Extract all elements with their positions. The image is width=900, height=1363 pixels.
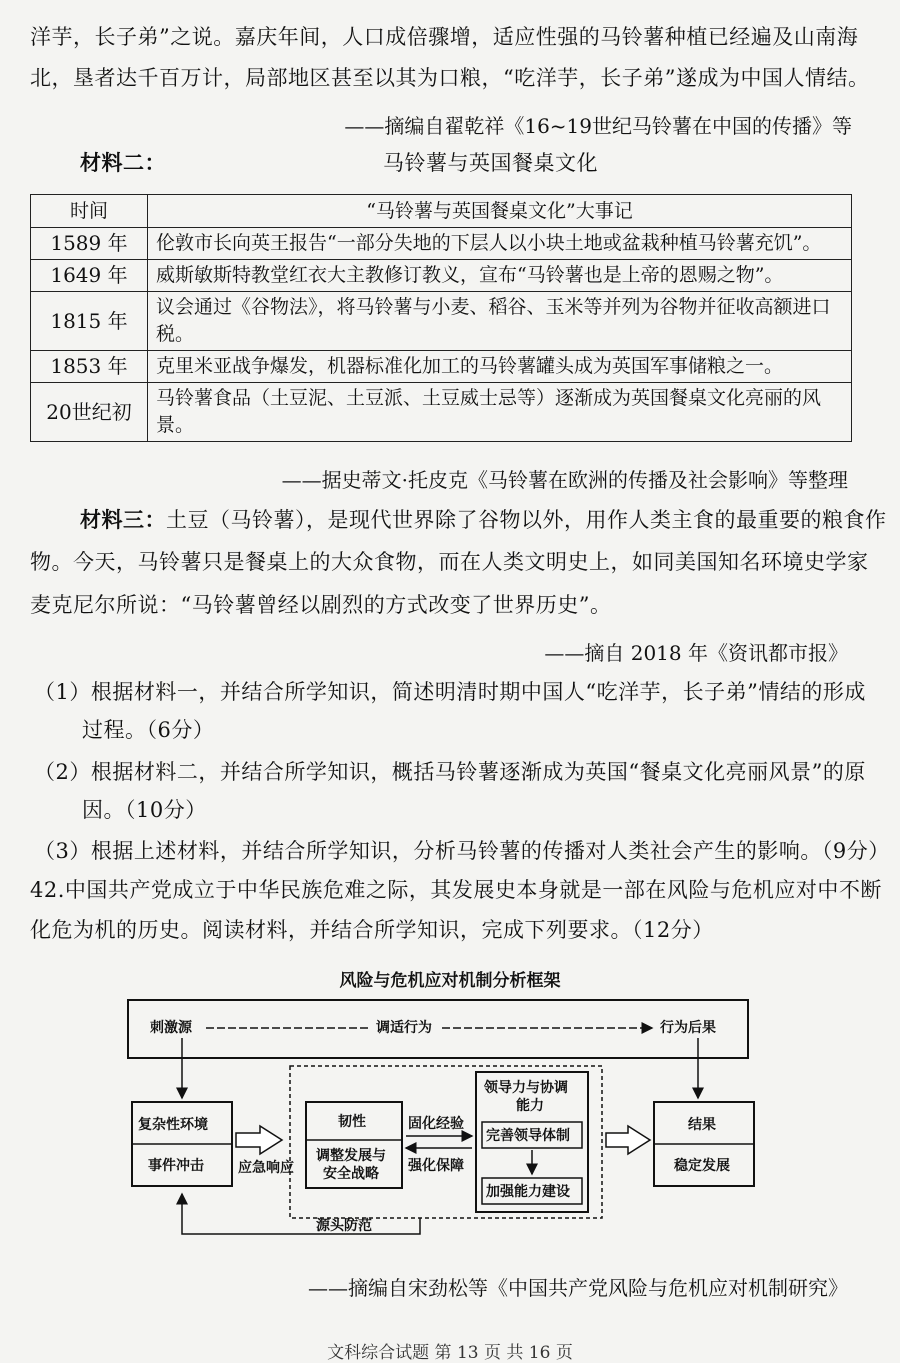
hollow-arrow-left	[236, 1126, 282, 1154]
framework-diagram	[120, 998, 760, 1248]
label-strengthen-guarantee: 强化保障	[408, 1158, 464, 1174]
question-2-line2: 因。（10分）	[82, 798, 207, 822]
material3-source: ——摘自 2018 年《资讯都市报》	[544, 641, 848, 665]
label-leadership-1: 领导力与协调	[484, 1080, 568, 1096]
top-frame	[128, 1000, 748, 1058]
table-cell-event: 威斯敏斯特教堂红衣大主教修订教义，宣布“马铃薯也是上帝的恩赐之物”。	[148, 260, 852, 292]
question-42-line2: 化危为机的历史。阅读材料，并结合所学知识，完成下列要求。（12分）	[30, 918, 714, 942]
label-complex-environment: 复杂性环境	[138, 1117, 208, 1133]
table-cell-year: 1853 年	[31, 351, 148, 383]
label-adjust-strategy-2: 安全战略	[323, 1166, 379, 1182]
table-cell-event: 马铃薯食品（土豆泥、土豆派、土豆威士忌等）逐渐成为英国餐桌文化亮丽的风景。	[148, 383, 852, 442]
question-1-line2: 过程。（6分）	[82, 718, 215, 742]
material3-line3: 麦克尼尔所说：“马铃薯曾经以剧烈的方式改变了世界历史”。	[30, 593, 612, 617]
table-header-row	[31, 195, 852, 228]
material3-line2: 物。今天，马铃薯只是餐桌上的大众食物，而在人类文明史上，如同美国知名环境史学家	[30, 550, 869, 574]
material2-source: ——据史蒂文·托皮克《马铃薯在欧洲的传播及社会影响》等整理	[281, 468, 848, 492]
question-42-line1: 42.中国共产党成立于中华民族危难之际，其发展史本身就是一部在风险与危机应对中不断	[30, 878, 882, 902]
table-cell-event: 议会通过《谷物法》，将马铃薯与小麦、稻谷、玉米等并列为谷物并征收高额进口税。	[148, 292, 852, 351]
table-cell-year: 1815 年	[31, 292, 148, 351]
material3-label: 材料三：	[80, 507, 166, 532]
page-footer: 文科综合试题 第 13 页 共 16 页	[327, 1343, 573, 1363]
question-2-line1: （2）根据材料二，并结合所学知识，概括马铃薯逐渐成为英国“餐桌文化亮丽风景”的原	[34, 760, 866, 784]
label-strengthen-capacity: 加强能力建设	[486, 1184, 570, 1200]
table-cell-year: 20世纪初	[31, 383, 148, 442]
feedback-arrow	[182, 1194, 420, 1234]
table-cell-event: 克里米亚战争爆发，机器标准化加工的马铃薯罐头成为英国军事储粮之一。	[148, 351, 852, 383]
table-row	[31, 292, 852, 351]
table-row	[31, 351, 852, 383]
table-cell-year: 1589 年	[31, 228, 148, 260]
material3-line1-text: 土豆（马铃薯），是现代世界除了谷物以外，用作人类主食的最重要的粮食作	[166, 508, 887, 532]
material1-line1: 洋芋，长子弟”之说。嘉庆年间，人口成倍骤增，适应性强的马铃薯种植已经遍及山南海	[30, 25, 859, 49]
label-solidify-experience: 固化经验	[408, 1116, 464, 1132]
events-table	[30, 194, 852, 442]
label-adjust-strategy-1: 调整发展与	[316, 1148, 386, 1164]
label-emergency-response: 应急响应	[238, 1160, 294, 1176]
material2-title: 马铃薯与英国餐桌文化	[383, 151, 598, 175]
material3-line1	[80, 505, 887, 535]
table-cell-year: 1649 年	[31, 260, 148, 292]
question-1-line1: （1）根据材料一，并结合所学知识，简述明清时期中国人“吃洋芋，长子弟”情结的形成	[34, 680, 866, 704]
material2-label: 材料二：	[80, 150, 166, 175]
label-source-prevention: 源头防范	[316, 1218, 372, 1234]
hollow-arrow-right	[606, 1126, 650, 1154]
material1-source: ——摘编自翟乾祥《16~19世纪马铃薯在中国的传播》等	[344, 114, 852, 138]
label-event-impact: 事件冲击	[148, 1158, 204, 1174]
diagram-title: 风险与危机应对机制分析框架	[339, 971, 561, 991]
label-consequence: 行为后果	[660, 1020, 716, 1036]
diagram-source: ——摘编自宋劲松等《中国共产党风险与危机应对机制研究》	[308, 1276, 848, 1300]
label-stable-development: 稳定发展	[674, 1158, 730, 1174]
label-improve-leadership: 完善领导体制	[486, 1128, 570, 1144]
table-row	[31, 228, 852, 260]
label-resilience: 韧性	[338, 1114, 366, 1130]
table-cell-event: 伦敦市长向英王报告“一部分失地的下层人以小块土地或盆栽种植马铃薯充饥”。	[148, 228, 852, 260]
question-3-line1: （3）根据上述材料，并结合所学知识，分析马铃薯的传播对人类社会产生的影响。（9分）	[34, 839, 890, 863]
label-leadership-2: 能力	[516, 1098, 544, 1114]
table-header-time: 时间	[31, 195, 148, 228]
label-adjust-behavior: 调适行为	[376, 1020, 432, 1036]
label-stimulus: 刺激源	[150, 1020, 192, 1036]
table-header-events: “马铃薯与英国餐桌文化”大事记	[148, 195, 852, 228]
table-row	[31, 260, 852, 292]
table-row	[31, 383, 852, 442]
label-result: 结果	[688, 1117, 716, 1133]
material1-line2: 北，垦者达千百万计，局部地区甚至以其为口粮，“吃洋芋，长子弟”遂成为中国人情结。	[30, 66, 870, 90]
